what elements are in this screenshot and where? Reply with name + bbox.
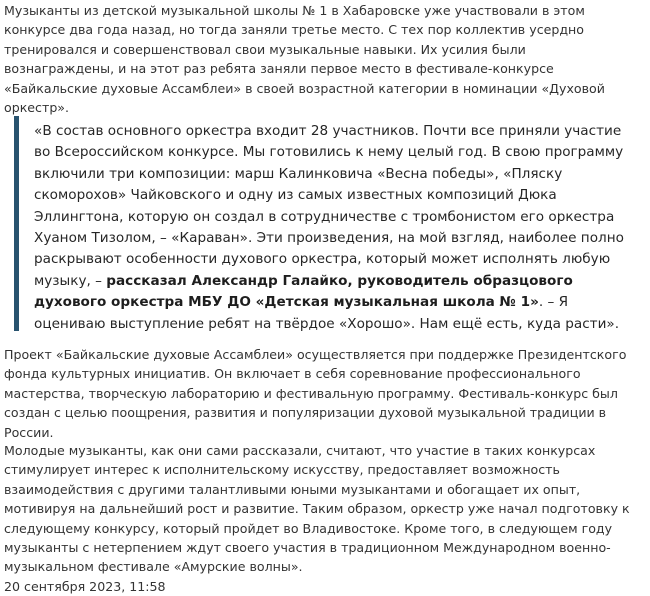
quote-attribution: рассказал Александр Галайко, руководитель образцового духового оркестра МБУ ДО «Детская музыкальная школа № 1»: [34, 272, 573, 311]
quote-accent-bar: [14, 116, 19, 331]
quote-text: [34, 121, 632, 335]
quote-text-closing: . – Я оцениваю выступление ребят на твёрдое «Хорошо». Нам ещё есть, куда расти».: [34, 294, 620, 332]
publication-date: 20 сентября 2023, 11:58: [4, 579, 166, 594]
article-paragraph-intro: Музыканты из детской музыкальной школы № 1 в Хабаровске уже участвовали в этом конкурсе два года назад, но тогда заняли третье место. С тех пор коллектив усердно тренировался и совершенствовал свои музыкальные навыки. Их усилия были вознаграждены, и на этот раз ребята заняли первое место в фестивале-конкурсе «Байкальские духовые Ассамблеи» в своей возрастной категории в номинации «Духовой оркестр».: [4, 3, 605, 116]
article-paragraph-musicians: Молодые музыканты, как они сами рассказали, считают, что участие в таких конкурсах стимулирует интерес к исполнительскому искусству, предоставляет возможность взаимодействия с другими талантливыми юными музыкантами и обогащает их опыт, мотивируя на дальнейший рост и развитие. Таким образом, оркестр уже начал подготовку к следующему конкурсу, который пройдет во Владивостоке. Кроме того, в следующем году музыканты с нетерпением ждут своего участия в традиционном Международном военно-музыкальном фестивале «Амурские волны».: [4, 443, 630, 575]
quote-text-main: «В состав основного оркестра входит 28 участников. Почти все приняли участие во Всероссийском конкурсе. Мы готовились к нему целый год. В свою программу включили три композиции: марш Калинковича «Весна победы», «Пляску скоморохов» Чайковского и одну из самых известных композиций Дюка Эллингтона, которую он создал в сотрудничестве с тромбонистом его оркестра Хуаном Тизолом, – «Караван». Эти произведения, на мой взгляд, наиболее полно раскрывают особенности духового оркестра, который может исполнять любую музыку, –: [34, 123, 624, 289]
blockquote: [14, 113, 636, 331]
article-paragraph-project: Проект «Байкальские духовые Ассамблеи» осуществляется при поддержке Президентского фонда культурных инициатив. Он включает в себя соревнование профессионального мастерства, творческую лабораторию и фестивальную программу. Фестиваль-конкурс был создан с целью поощрения, развития и популяризации духовой музыкальной традиции в России.: [4, 347, 627, 440]
